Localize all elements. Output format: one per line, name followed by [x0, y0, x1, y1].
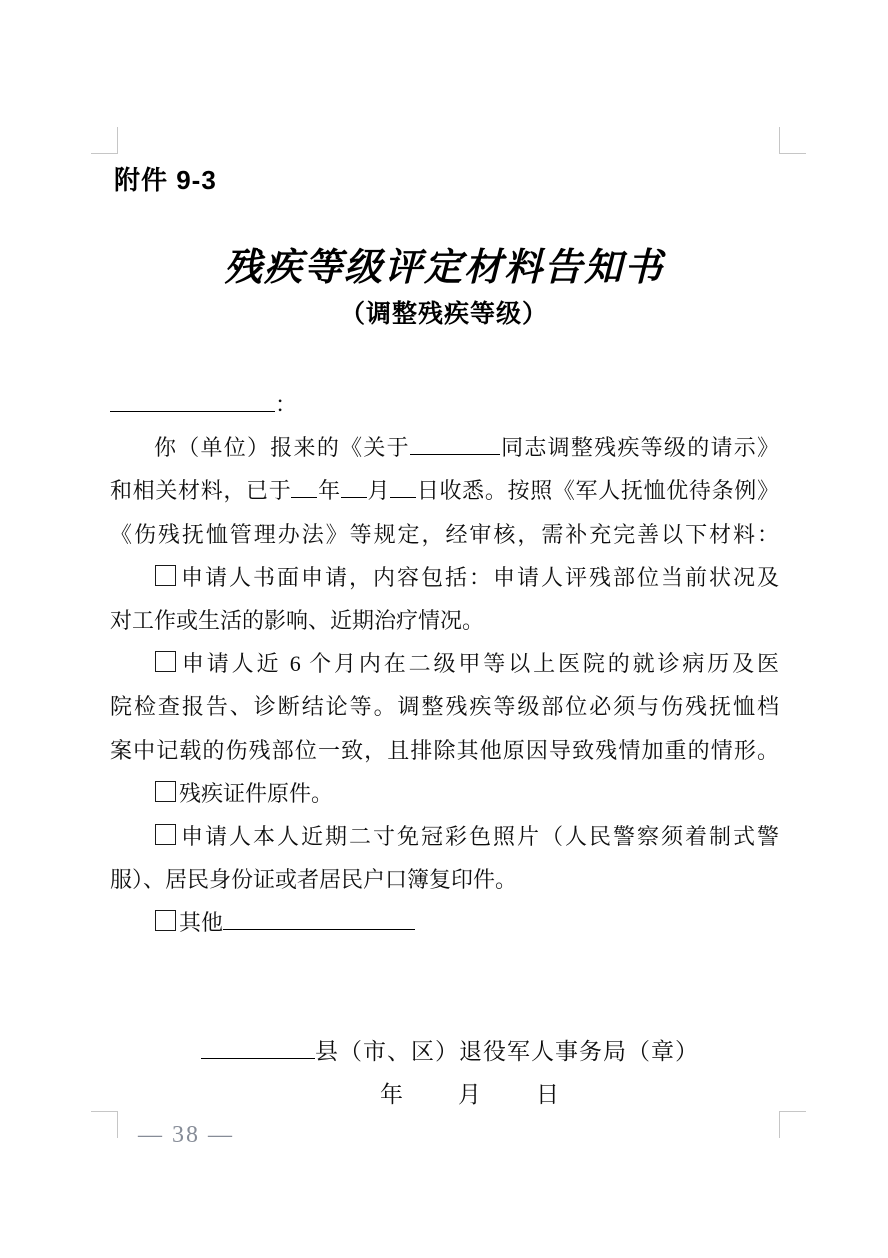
checkbox-icon [155, 651, 176, 672]
year-label: 年 [380, 1082, 403, 1107]
checklist-item-text: 申请人本人近期二寸免冠彩色照片（人民警察须着制式警 [179, 823, 779, 849]
month-label: 月 [458, 1082, 481, 1107]
document-subtitle: （调整残疾等级） [339, 301, 548, 328]
checklist-item-line [110, 556, 779, 599]
addressee-blank-line [110, 389, 275, 412]
day-label: 日 [536, 1082, 559, 1107]
checklist-item-line [110, 901, 779, 944]
document-title: 残疾等级评定材料告知书 [223, 247, 664, 289]
signature-block [110, 1030, 779, 1116]
crop-mark-top-left-icon [91, 127, 118, 154]
comrade-name-blank-line [410, 432, 500, 455]
body-line: 对工作或生活的影响、近期治疗情况。 [110, 607, 485, 633]
checklist-item-text: 残疾证件原件。 [179, 780, 334, 806]
checkbox-icon [155, 910, 176, 931]
body-text: 你（单位）报来的《关于 [154, 435, 410, 461]
other-blank-line [223, 907, 415, 930]
document-body [110, 383, 779, 944]
body-text: 同志调整残疾等级的请示》 [499, 435, 779, 461]
checklist-item-line [110, 642, 779, 685]
body-text: 日收悉。按照《军人抚恤优待条例》 [416, 478, 779, 504]
crop-mark-top-right-icon [779, 127, 806, 154]
attachment-label: 附件 9-3 [114, 165, 217, 195]
date-signature-line [380, 1073, 779, 1116]
page-number: — 38 — [138, 1122, 234, 1148]
checklist-item-line [110, 772, 779, 815]
body-text: 和相关材料，已于 [110, 478, 292, 504]
checklist-item-line [110, 815, 779, 858]
body-text: 年 [317, 478, 341, 504]
body-line: 《伤残抚恤管理办法》等规定，经审核，需补充完善以下材料： [110, 521, 779, 547]
agency-name-text: 县（市、区）退役军人事务局（章） [315, 1039, 699, 1064]
crop-mark-bottom-right-icon [779, 1111, 806, 1138]
month-blank-line [341, 475, 367, 498]
salutation-line [110, 383, 779, 426]
body-line: 服）、居民身份证或者居民户口簿复印件。 [110, 867, 518, 893]
county-name-blank-line [201, 1035, 315, 1059]
checkbox-icon [155, 824, 176, 845]
day-blank-line [390, 475, 416, 498]
checklist-item-text: 申请人书面申请，内容包括：申请人评残部位当前状况及 [179, 564, 779, 590]
checkbox-icon [155, 565, 176, 586]
checklist-item-text: 其他 [179, 910, 224, 936]
salutation-colon: ： [275, 392, 298, 417]
body-line [110, 426, 779, 469]
body-line [110, 469, 779, 512]
body-line: 院检查报告、诊断结论等。调整残疾等级部位必须与伤残抚恤档 [110, 694, 779, 720]
body-text: 月 [366, 478, 391, 504]
checkbox-icon [155, 781, 176, 802]
body-line: 案中记载的伤残部位一致，且排除其他原因导致残情加重的情形。 [110, 737, 779, 763]
checklist-item-text: 申请人近 6 个月内在二级甲等以上医院的就诊病历及医 [179, 651, 779, 677]
agency-signature-line [110, 1030, 779, 1073]
year-blank-line [291, 475, 317, 498]
